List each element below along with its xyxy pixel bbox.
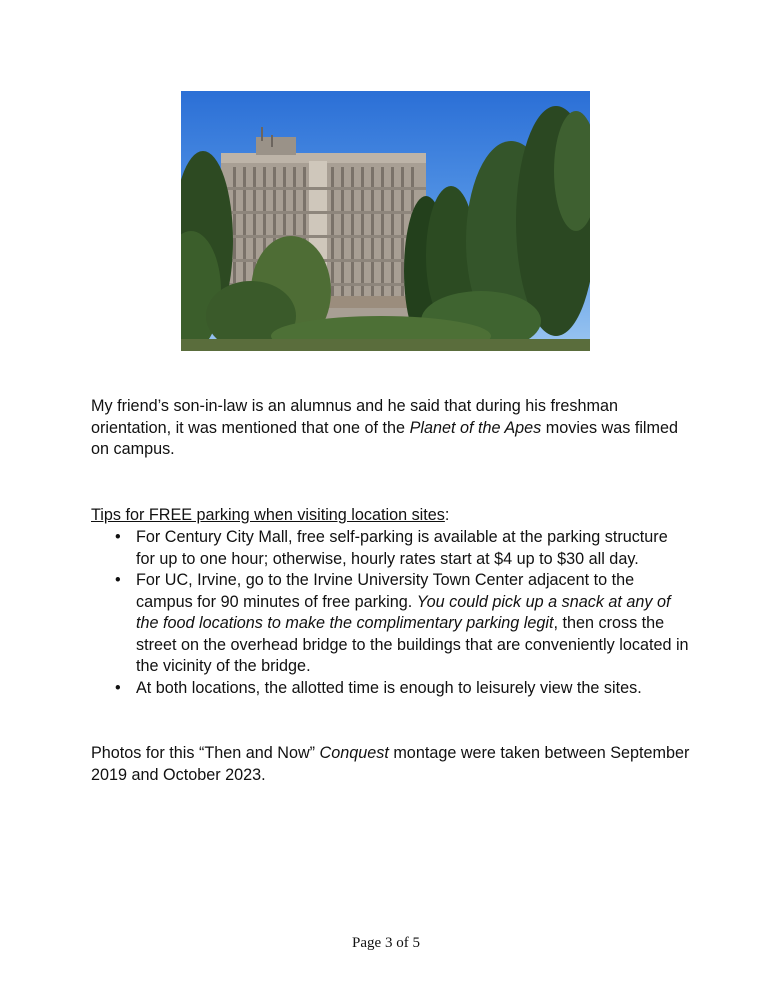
conquest-title: Conquest xyxy=(319,744,389,762)
bullet-icon: • xyxy=(115,528,121,546)
tip-text-italic: You could pick up a snack at any of the food locations to make the complimentary parking legit xyxy=(136,592,671,632)
bullet-icon: • xyxy=(115,678,121,697)
intro-text-before: My friend’s son-in-law is an alumnus and he said that during his freshman orientation, it was mentioned that one of the xyxy=(91,397,618,437)
campus-building-photo xyxy=(181,91,590,351)
bullet-icon: • xyxy=(115,571,121,589)
closing-text-before: Photos for this “Then and Now” xyxy=(91,744,320,762)
photo-illustration xyxy=(181,91,590,351)
intro-text-after: movies was filmed on campus. xyxy=(91,418,678,458)
closing-paragraph xyxy=(91,743,691,786)
tips-heading xyxy=(91,505,691,527)
page-number: Page 3 of 5 xyxy=(352,935,420,951)
tip-text-after: , then cross the street on the overhead bridge to the buildings that are conveniently located in the vicinity of the bridge. xyxy=(136,614,689,675)
list-item xyxy=(91,678,691,700)
intro-paragraph xyxy=(91,396,691,461)
tip-text: For Century City Mall, free self-parking is available at the parking structure for up to one hour; otherwise, hourly rates start at $4 up to $30 all day. xyxy=(136,528,668,568)
tips-list xyxy=(91,527,691,699)
tips-heading-text: Tips for FREE parking when visiting location sites xyxy=(91,506,445,524)
tip-text: At both locations, the allotted time is enough to leisurely view the sites. xyxy=(136,678,642,697)
movie-title: Planet of the Apes xyxy=(409,418,542,437)
tip-text-before: For UC, Irvine, go to the Irvine University Town Center adjacent to the campus for 90 minutes of free parking. xyxy=(136,571,635,611)
list-item xyxy=(91,527,691,570)
closing-text-after: montage were taken between September 2019 and October 2023. xyxy=(91,744,690,784)
tips-heading-colon: : xyxy=(444,506,450,524)
list-item xyxy=(91,570,691,678)
